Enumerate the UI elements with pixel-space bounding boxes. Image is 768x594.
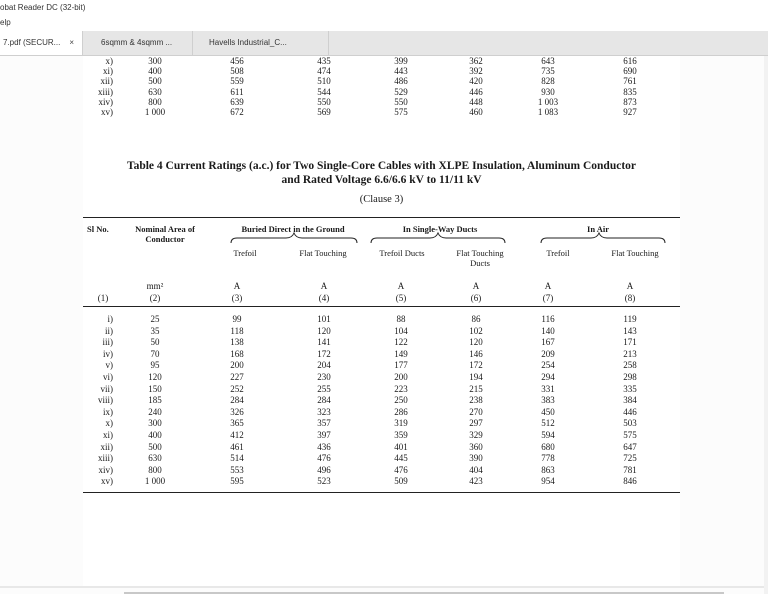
unit-label: A xyxy=(320,281,328,291)
table-cell: 954 xyxy=(541,476,555,487)
previous-table-cell: 761 xyxy=(623,76,637,87)
table-cell: 209 xyxy=(541,348,555,359)
unit-label: mm² xyxy=(146,281,164,291)
table-cell: 523 xyxy=(317,476,331,487)
table-cell: 258 xyxy=(623,360,637,371)
table-cell: 149 xyxy=(394,348,408,359)
table-cell: 509 xyxy=(394,476,408,487)
table-cell: 400 xyxy=(148,430,162,440)
table-cell: 104 xyxy=(394,325,408,336)
previous-table-cell: 544 xyxy=(317,86,331,97)
table-cell: 86 xyxy=(471,314,481,324)
table-cell: 297 xyxy=(469,418,483,429)
table-cell: 35 xyxy=(150,325,160,336)
previous-table-cell: 446 xyxy=(469,86,483,97)
close-icon[interactable]: × xyxy=(69,38,74,47)
unit-label: A xyxy=(626,281,634,291)
page-gap xyxy=(0,586,768,588)
tab-document-3[interactable] xyxy=(193,31,329,55)
table-cell: 553 xyxy=(230,464,244,475)
header-flat-ducts: Flat Touching Ducts xyxy=(456,248,504,268)
column-number: (3) xyxy=(231,293,243,303)
table-cell: 88 xyxy=(396,314,406,324)
previous-table-cell: 508 xyxy=(230,66,244,77)
tab-document-2[interactable] xyxy=(83,31,193,55)
table-cell: 1 000 xyxy=(144,476,166,487)
table-cell: 254 xyxy=(541,360,555,371)
table-cell: x) xyxy=(105,418,113,429)
previous-table-cell: 639 xyxy=(230,96,244,107)
table-cell: 846 xyxy=(623,476,637,487)
previous-table-cell: xv) xyxy=(101,107,113,117)
previous-table-cell: 575 xyxy=(394,107,408,117)
table-cell: 412 xyxy=(230,430,244,440)
table-cell: 512 xyxy=(541,418,555,429)
table-cell: 476 xyxy=(394,464,408,475)
table-cell: 423 xyxy=(469,476,483,487)
header-bottom-rule xyxy=(83,306,680,307)
table-cell: iii) xyxy=(102,337,113,348)
table-title-line-2: and Rated Voltage 6.6/6.6 kV to 11/11 kV xyxy=(281,174,482,186)
table-cell: 450 xyxy=(541,406,555,417)
table-title-line-1: Table 4 Current Ratings (a.c.) for Two Single-Core Cables with XLPE Insulation, Aluminum Conductor xyxy=(126,160,637,172)
table-cell: 630 xyxy=(148,453,162,464)
unit-label: A xyxy=(472,281,480,291)
table-cell: 119 xyxy=(623,314,637,324)
previous-table-cell: 456 xyxy=(230,56,244,66)
table-cell: xiii) xyxy=(98,453,113,464)
table-cell: 204 xyxy=(317,360,331,371)
table-cell: v) xyxy=(105,360,113,371)
vertical-scrollbar[interactable] xyxy=(764,56,768,594)
table-cell: 326 xyxy=(230,406,244,417)
tab-document-1[interactable] xyxy=(0,31,83,55)
table-cell: 360 xyxy=(469,441,483,452)
table-cell: 319 xyxy=(394,418,408,429)
previous-table-cell: xiii) xyxy=(98,86,113,97)
previous-table-cell: 448 xyxy=(469,96,483,107)
table-cell: 294 xyxy=(541,372,555,382)
table-cell: 230 xyxy=(317,372,331,382)
table-cell: 171 xyxy=(623,337,637,348)
table-cell: 384 xyxy=(623,395,637,406)
column-number: (4) xyxy=(318,293,330,303)
table-cell: 594 xyxy=(541,430,555,440)
table-cell: 172 xyxy=(317,348,331,359)
previous-table-cell: 550 xyxy=(317,96,331,107)
table-cell: 680 xyxy=(541,441,555,452)
previous-table-cell: 460 xyxy=(469,107,483,117)
previous-table-cell: 1 083 xyxy=(537,107,559,117)
table-cell: 25 xyxy=(150,314,160,324)
unit-label: A xyxy=(397,281,405,291)
previous-table-cell: 300 xyxy=(148,56,162,66)
column-number: (5) xyxy=(395,293,407,303)
header-trefoil-buried: Trefoil xyxy=(233,248,257,258)
unit-label: A xyxy=(233,281,241,291)
table-cell: 227 xyxy=(230,372,244,382)
table-cell: 781 xyxy=(623,464,637,475)
document-tab-bar xyxy=(0,31,768,56)
previous-table-cell: 400 xyxy=(148,66,162,77)
table-cell: 141 xyxy=(317,337,331,348)
table-cell: viii) xyxy=(98,395,113,406)
table-cell: 436 xyxy=(317,441,331,452)
previous-table-cell: x) xyxy=(105,56,113,66)
table-cell: 298 xyxy=(623,372,637,382)
table-cell: 238 xyxy=(469,395,483,406)
header-flat-buried: Flat Touching xyxy=(299,248,347,258)
previous-table-cell: 672 xyxy=(230,107,244,117)
previous-table-cell: 474 xyxy=(317,66,331,77)
previous-table-cell: 643 xyxy=(541,56,555,66)
table-cell: 383 xyxy=(541,395,555,406)
previous-table-cell: 392 xyxy=(469,66,483,77)
table-cell: 200 xyxy=(394,372,408,382)
table-cell: 168 xyxy=(230,348,244,359)
table-cell: i) xyxy=(107,314,113,324)
tab-label: 7.pdf (SECUR... xyxy=(3,38,61,47)
table-cell: 401 xyxy=(394,441,408,452)
table-cell: 300 xyxy=(148,418,162,429)
table-cell: 70 xyxy=(150,348,160,359)
table-cell: 194 xyxy=(469,372,483,382)
previous-table-cell: 611 xyxy=(230,86,244,97)
table-cell: 185 xyxy=(148,395,162,406)
table-cell: 331 xyxy=(541,383,555,394)
previous-table-cell: 690 xyxy=(623,66,637,77)
table-cell: 725 xyxy=(623,453,637,464)
previous-table-cell: 873 xyxy=(623,96,637,107)
table-cell: 252 xyxy=(230,383,244,394)
header-nominal-area: Nominal Area of Conductor xyxy=(135,224,195,244)
previous-table-cell: 559 xyxy=(230,76,244,87)
table-cell: 365 xyxy=(230,418,244,429)
previous-table-cell: 486 xyxy=(394,76,408,87)
menu-bar xyxy=(0,15,768,31)
header-buried-direct: Buried Direct in the Ground xyxy=(241,224,345,234)
table-cell: 270 xyxy=(469,406,483,417)
previous-table-cell: 630 xyxy=(148,86,162,97)
previous-table-cell: xiv) xyxy=(98,96,113,107)
previous-table-cell: 569 xyxy=(317,107,331,117)
table-cell: 120 xyxy=(317,325,331,336)
table-cell: 496 xyxy=(317,464,331,475)
table-cell: 122 xyxy=(394,337,408,348)
table-cell: 101 xyxy=(317,314,331,324)
table-cell: 250 xyxy=(394,395,408,406)
table-cell: 329 xyxy=(469,430,483,440)
header-single-way-ducts: In Single-Way Ducts xyxy=(402,224,478,234)
table-cell: 390 xyxy=(469,453,483,464)
previous-table-cell: 362 xyxy=(469,56,483,66)
table-cell: 255 xyxy=(317,383,331,394)
table-cell: 284 xyxy=(317,395,331,406)
table-cell: 446 xyxy=(623,406,637,417)
table-cell: 778 xyxy=(541,453,555,464)
table-cell: 138 xyxy=(230,337,244,348)
window-titlebar xyxy=(0,0,768,15)
table-cell: xiv) xyxy=(98,464,113,475)
table-cell: 404 xyxy=(469,464,483,475)
table-cell: 357 xyxy=(317,418,331,429)
previous-table-cell: 1 000 xyxy=(144,107,166,117)
table-cell: 397 xyxy=(317,430,331,440)
table-cell: 120 xyxy=(469,337,483,348)
table-cell: 647 xyxy=(623,441,637,452)
column-number: (6) xyxy=(470,293,482,303)
table-cell: ix) xyxy=(103,406,113,417)
previous-table-cell: 835 xyxy=(623,86,637,97)
table-cell: 800 xyxy=(148,464,162,475)
table-cell: 503 xyxy=(623,418,637,429)
table-cell: 146 xyxy=(469,348,483,359)
table-cell: 461 xyxy=(230,441,244,452)
previous-table-cell: 500 xyxy=(148,76,162,87)
table-cell: 150 xyxy=(148,383,162,394)
table-cell: 284 xyxy=(230,395,244,406)
table-cell: 863 xyxy=(541,464,555,475)
table-cell: xi) xyxy=(103,430,113,440)
table-cell: 215 xyxy=(469,383,483,394)
previous-table-cell: 510 xyxy=(317,76,331,87)
previous-table-cell: 828 xyxy=(541,76,555,87)
table-cell: 50 xyxy=(150,337,160,348)
table-cell: 213 xyxy=(623,348,637,359)
header-trefoil-air: Trefoil xyxy=(546,248,570,258)
previous-table-cell: 800 xyxy=(148,96,162,107)
table-cell: xii) xyxy=(100,441,113,452)
column-number: (8) xyxy=(624,293,636,303)
previous-table-cell: 443 xyxy=(394,66,408,77)
table-cell: 177 xyxy=(394,360,408,371)
previous-table-cell: xii) xyxy=(100,76,113,87)
table-cell: vii) xyxy=(100,383,113,394)
table-cell: 172 xyxy=(469,360,483,371)
header-sl-no: Sl No. xyxy=(87,224,109,234)
table-cell: 514 xyxy=(230,453,244,464)
table-cell: 476 xyxy=(317,453,331,464)
previous-table-cell: 435 xyxy=(317,56,331,66)
table-cell: 167 xyxy=(541,337,555,348)
table-cell: 595 xyxy=(230,476,244,487)
previous-table-cell: 930 xyxy=(541,86,555,97)
table-cell: 200 xyxy=(230,360,244,371)
header-trefoil-ducts: Trefoil Ducts xyxy=(379,248,425,258)
tab-label: 6sqmm & 4sqmm ... xyxy=(101,38,173,47)
header-braces xyxy=(83,56,680,256)
table-cell: 240 xyxy=(148,406,162,417)
previous-table-cell: xi) xyxy=(103,66,113,77)
table-cell: vi) xyxy=(103,372,113,382)
previous-table-cell: 529 xyxy=(394,86,408,97)
table-cell: 102 xyxy=(469,325,483,336)
document-viewport[interactable] xyxy=(0,56,768,594)
header-flat-air: Flat Touching xyxy=(611,248,659,258)
menu-item-help[interactable]: elp xyxy=(0,18,11,27)
table-cell: 359 xyxy=(394,430,408,440)
previous-table-cell: 550 xyxy=(394,96,408,107)
table-cell: 575 xyxy=(623,430,637,440)
column-number: (1) xyxy=(97,293,109,303)
table-cell: 500 xyxy=(148,441,162,452)
table-cell: 143 xyxy=(623,325,637,336)
previous-table-cell: 420 xyxy=(469,76,483,87)
table-cell: xv) xyxy=(101,476,113,487)
table-cell: 116 xyxy=(541,314,555,324)
table-cell: ii) xyxy=(105,325,113,336)
pdf-page xyxy=(83,56,680,586)
previous-table-cell: 735 xyxy=(541,66,555,77)
table-bottom-rule xyxy=(83,492,680,493)
table-cell: 95 xyxy=(150,360,160,371)
window-title: obat Reader DC (32-bit) xyxy=(0,3,86,12)
header-in-air: In Air xyxy=(587,224,609,234)
table-cell: 223 xyxy=(394,383,408,394)
table-cell: 445 xyxy=(394,453,408,464)
previous-table-cell: 927 xyxy=(623,107,637,117)
table-cell: 99 xyxy=(232,314,242,324)
table-cell: 323 xyxy=(317,406,331,417)
table-cell: 120 xyxy=(148,372,162,382)
previous-table-cell: 616 xyxy=(623,56,637,66)
column-number: (2) xyxy=(149,293,161,303)
table-cell: 118 xyxy=(230,325,244,336)
previous-table-cell: 1 003 xyxy=(537,96,559,107)
tab-label: Havells Industrial_C... xyxy=(209,38,287,47)
table-cell: 140 xyxy=(541,325,555,336)
table-clause: (Clause 3) xyxy=(359,194,404,205)
table-cell: 335 xyxy=(623,383,637,394)
unit-label: A xyxy=(544,281,552,291)
table-cell: iv) xyxy=(103,348,113,359)
previous-table-cell: 399 xyxy=(394,56,408,66)
column-number: (7) xyxy=(542,293,554,303)
table-cell: 286 xyxy=(394,406,408,417)
